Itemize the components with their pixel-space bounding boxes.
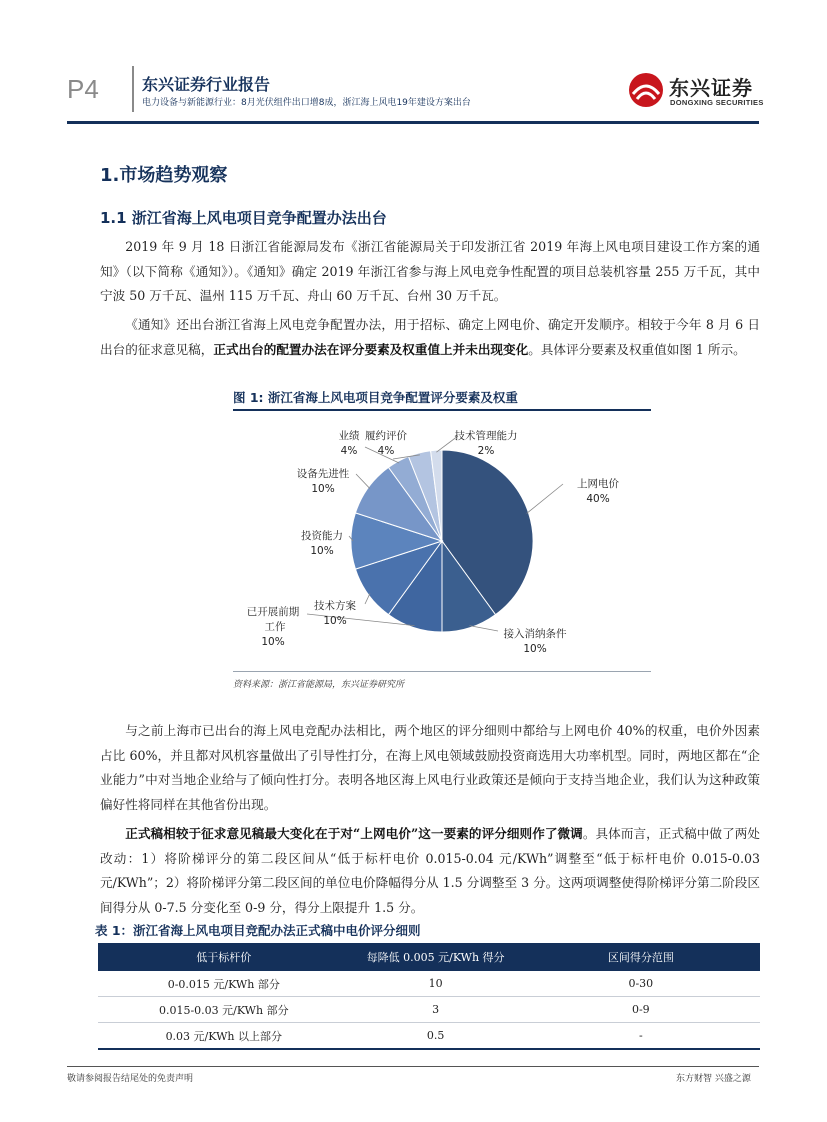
logo-text-cn: 东兴证券: [669, 76, 753, 100]
table-cell: 3: [350, 997, 522, 1023]
table-cell: 0-0.015 元/KWh 部分: [98, 971, 350, 997]
pie-slice-value: 10%: [310, 545, 334, 557]
pie-slice-value: 10%: [323, 615, 347, 627]
table-header-row: [98, 943, 760, 971]
table-header-cell: 每降低 0.005 元/KWh 得分: [350, 943, 522, 971]
footer-slogan: 东方财智 兴盛之源: [676, 1074, 751, 1084]
paragraph-3: 与之前上海市已出台的海上风电竞配办法相比，两个地区的评分细则中都给与上网电价 40%的权重，电价外因素占比 60%，并且都对风机容量做出了引导性打分，在海上风电领域鼓励投资商选用大功率机型。同时，两地区都在“企业能力”中对当地企业给与了倾向性打分。表明各地区海上风电行业政策还是倾向于支持当地企业，我们认为这种政策偏好性将同样在其他省份出现。: [100, 723, 760, 812]
table-cell: 0.015-0.03 元/KWh 部分: [98, 997, 350, 1023]
paragraph-1: 2019 年 9 月 18 日浙江省能源局发布《浙江省能源局关于印发浙江省 2019 年海上风电项目建设工作方案的通知》（以下简称《通知》）。《通知》确定 2019 年浙江省参与海上风电竞争性配置的项目总装机容量 255 万千瓦，其中宁波 50 万千瓦、温州 115 万千瓦、舟山 60 万千瓦、台州 30 万千瓦。: [100, 239, 760, 303]
pie-slice-value: 40%: [586, 493, 610, 505]
table-row: [98, 971, 760, 997]
footer-rule: [67, 1066, 759, 1067]
pie-slice-label: 业绩: [338, 430, 360, 442]
footer-disclaimer: 敬请参阅报告结尾处的免责声明: [67, 1074, 194, 1084]
pie-slice-label: 上网电价: [577, 478, 619, 490]
pie-slice-value: 10%: [311, 483, 335, 495]
report-name: 东兴证券行业报告: [142, 75, 271, 94]
price-score-table: [98, 943, 760, 1050]
pie-slice-label: 接入消纳条件: [503, 628, 567, 640]
table-row: [98, 1023, 760, 1050]
paragraph-4-emphasis: 正式稿相较于征求意见稿最大变化在于对“上网电价”这一要素的评分细则作了微调: [125, 826, 583, 841]
figure-bottom-rule: [233, 671, 651, 672]
paragraph-2-text-a: 《通知》还出台浙江省海上风电竞争配置办法，用于招标、确定上网电价、确定开发顺序。相较于今年 8 月 6 日出台的征求意见稿，: [100, 317, 760, 357]
table-cell: 10: [350, 971, 522, 997]
pie-slice-label: 履约评价: [365, 430, 407, 442]
paragraph-2-emphasis: 正式出台的配置办法在评分要素及权重值上并未出现变化: [213, 341, 529, 357]
table-header-cell: 低于标杆价: [98, 943, 350, 971]
report-subtitle: 电力设备与新能源行业：8月光伏组件出口增8成，浙江海上风电19年建设方案出台: [142, 98, 471, 108]
pie-slice-value: 4%: [377, 445, 395, 457]
pie-slice-value: 10%: [523, 643, 547, 655]
table-title: 表 1：浙江省海上风电项目竞配办法正式稿中电价评分细则: [95, 923, 421, 938]
pie-chart: [233, 412, 651, 670]
pie-slice-value: 2%: [477, 445, 495, 457]
table-cell: 0.03 元/KWh 以上部分: [98, 1023, 350, 1050]
pie-slice-label: 设备先进性: [296, 468, 350, 480]
table-header-cell: 区间得分范围: [522, 943, 760, 971]
table-cell: 0.5: [350, 1023, 522, 1050]
figure-source: 资料来源：浙江省能源局，东兴证券研究所: [233, 680, 405, 690]
pie-slice-value: 10%: [261, 636, 285, 648]
table-cell: 0-30: [522, 971, 760, 997]
figure-title: 图 1: 浙江省海上风电项目竞争配置评分要素及权重: [233, 390, 518, 405]
table-cell: -: [522, 1023, 760, 1050]
logo-text-en: DONGXING SECURITIES: [670, 98, 764, 107]
header-rule: [67, 121, 759, 124]
pie-leader-line: [356, 474, 370, 489]
pie-slice-value: 4%: [340, 445, 358, 457]
paragraph-4: [100, 822, 760, 920]
table-row: [98, 997, 760, 1023]
pie-leader-line: [365, 593, 370, 604]
paragraph-2-text-c: 。具体评分要素及权重值如图 1 所示。: [528, 341, 746, 357]
pie-slice-label: 已开展前期: [246, 606, 300, 618]
table-cell: 0-9: [522, 997, 760, 1023]
dongxing-logo-icon: [628, 72, 664, 108]
pie-slice-label: 投资能力: [301, 530, 343, 542]
section-heading: 1.市场趋势观察: [100, 165, 228, 186]
pie-slice-label: 技术管理能力: [454, 430, 518, 442]
pie-leader-line: [470, 626, 498, 631]
pie-leader-line: [527, 484, 563, 513]
page-number: P4: [67, 74, 99, 104]
subsection-heading: 1.1 浙江省海上风电项目竞争配置办法出台: [100, 209, 387, 227]
figure-top-rule: [233, 409, 651, 411]
pie-slice-label: 工作: [264, 621, 286, 633]
header-divider: [132, 66, 134, 112]
paragraph-2: [100, 313, 760, 362]
paragraph-4-text: 。具体而言，正式稿中做了两处改动：1）将阶梯评分的第二段区间从“低于标杆电价 0.015-0.04 元/KWh”调整至“低于标杆电价 0.015-0.03 元/KWh”；2）将阶梯评分第二段区间的单位电价降幅得分从 1.5 分调整至 3 分。这两项调整使得阶梯评分第二阶段区间得分从 0-7.5 分变化至 0-9 分，得分上限提升 1.5 分。: [100, 826, 760, 915]
pie-slice-label: 技术方案: [314, 600, 356, 612]
